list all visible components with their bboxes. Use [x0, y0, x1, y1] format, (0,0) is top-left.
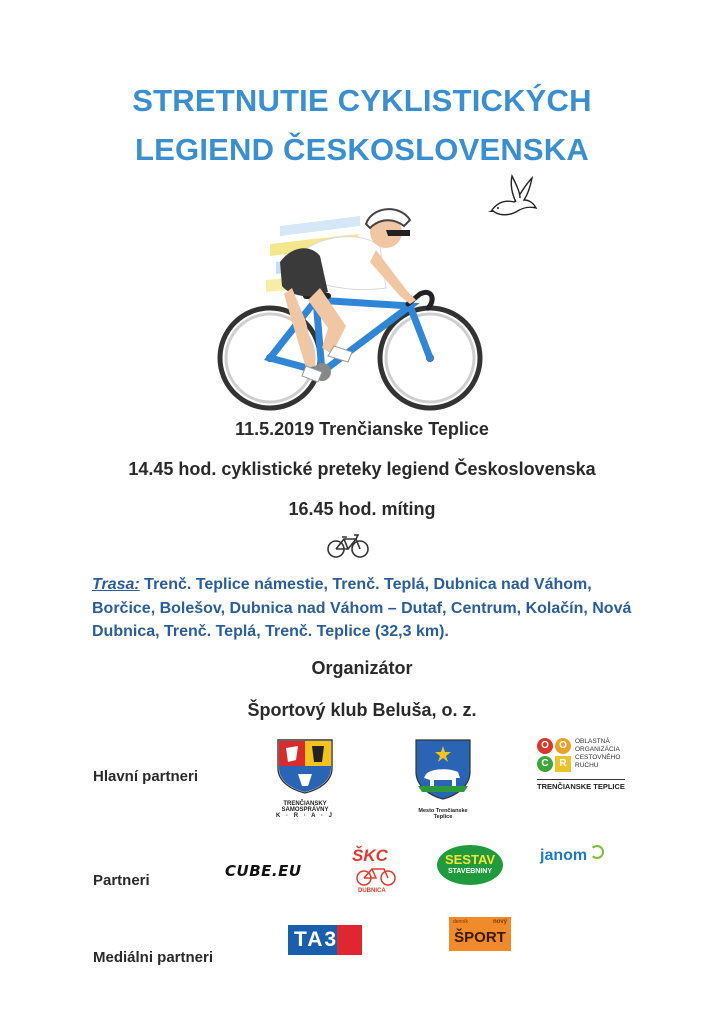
oocr-sub: TRENČIANSKE TEPLICE — [537, 779, 625, 791]
sport-top: denník — [453, 919, 469, 925]
oocr-letter-c: C — [537, 756, 553, 772]
logo-cube: CUBE.EU — [225, 862, 302, 880]
trencianske-teplice-coat-of-arms — [410, 738, 476, 800]
organizer-name: Športový klub Beluša, o. z. — [247, 700, 477, 720]
skc-sub: DUBNICA — [358, 888, 386, 894]
sestav-bottom: STAVEBNINY — [447, 868, 493, 875]
tsk-coat-of-arms — [268, 738, 342, 794]
oocr-line3: CESTOVNÉHO — [575, 754, 621, 761]
main-partners-label: Hlavní partneri — [93, 768, 199, 785]
logo-oocr-trencianske-teplice — [537, 738, 639, 794]
oocr-line4: RUCHU — [575, 762, 599, 769]
logo-ta3 — [288, 925, 362, 955]
logo-mesto-trencianske-teplice — [410, 738, 476, 820]
logo-sport — [449, 917, 511, 951]
route-label: Trasa: — [92, 576, 140, 593]
sestav-top: SESTAV — [444, 852, 496, 867]
tsk-line2: SAMOSPRÁVNY — [281, 807, 329, 813]
poster-title-line2: LEGIEND ČESKOSLOVENSKA — [135, 132, 589, 167]
oocr-letter-o1: O — [537, 738, 553, 754]
route-text: Trenč. Teplice námestie, Trenč. Teplá, Dubnica nad Váhom, Borčice, Bolešov, Dubnica nad Váhom – Dutaf, Centrum, Kolačín, Nová Dubnica, Trenč. Teplá, Trenč. Teplice (32,3 km). — [92, 576, 632, 640]
cyclist-illustration — [210, 196, 500, 412]
partners-label: Partneri — [93, 872, 150, 889]
janom-swoosh-icon — [590, 845, 604, 859]
janom-text: janom — [540, 847, 588, 864]
logo-janom — [540, 843, 602, 871]
oocr-line1: OBLASTNÁ — [575, 738, 610, 745]
sport-small: nový — [492, 919, 507, 925]
poster-title-line1: STRETNUTIE CYKLISTICKÝCH — [132, 83, 592, 118]
tsk-line3: K · R · A · J — [276, 813, 334, 819]
sport-text: ŠPORT — [454, 929, 506, 946]
skc-bike-icon — [354, 866, 398, 886]
logo-trenciansky-kraj — [268, 738, 342, 824]
media-partners-label: Mediálni partneri — [93, 949, 214, 966]
event-date-place: 11.5.2019 Trenčianske Teplice — [235, 419, 489, 439]
organizer-heading: Organizátor — [311, 658, 413, 678]
oocr-letter-o2: O — [555, 738, 571, 754]
mesto-caption: Mesto Trenčianske Teplice — [418, 808, 468, 820]
logo-skc-dubnica — [350, 846, 402, 898]
ta3-text: TA3 — [288, 925, 362, 955]
route-description — [92, 573, 652, 644]
oocr-line2: ORGANIZÁCIA — [575, 746, 620, 753]
logo-sestav-stavebniny — [437, 845, 503, 885]
race-time: 14.45 hod. cyklistické preteky legiend Československa — [128, 459, 596, 479]
meeting-time: 16.45 hod. míting — [288, 499, 436, 519]
skc-text: ŠKC — [352, 846, 388, 865]
tsk-line1: TRENČIANSKY — [283, 801, 327, 807]
bicycle-icon — [326, 533, 370, 559]
oocr-letter-r: R — [555, 756, 571, 772]
rider — [280, 209, 416, 382]
